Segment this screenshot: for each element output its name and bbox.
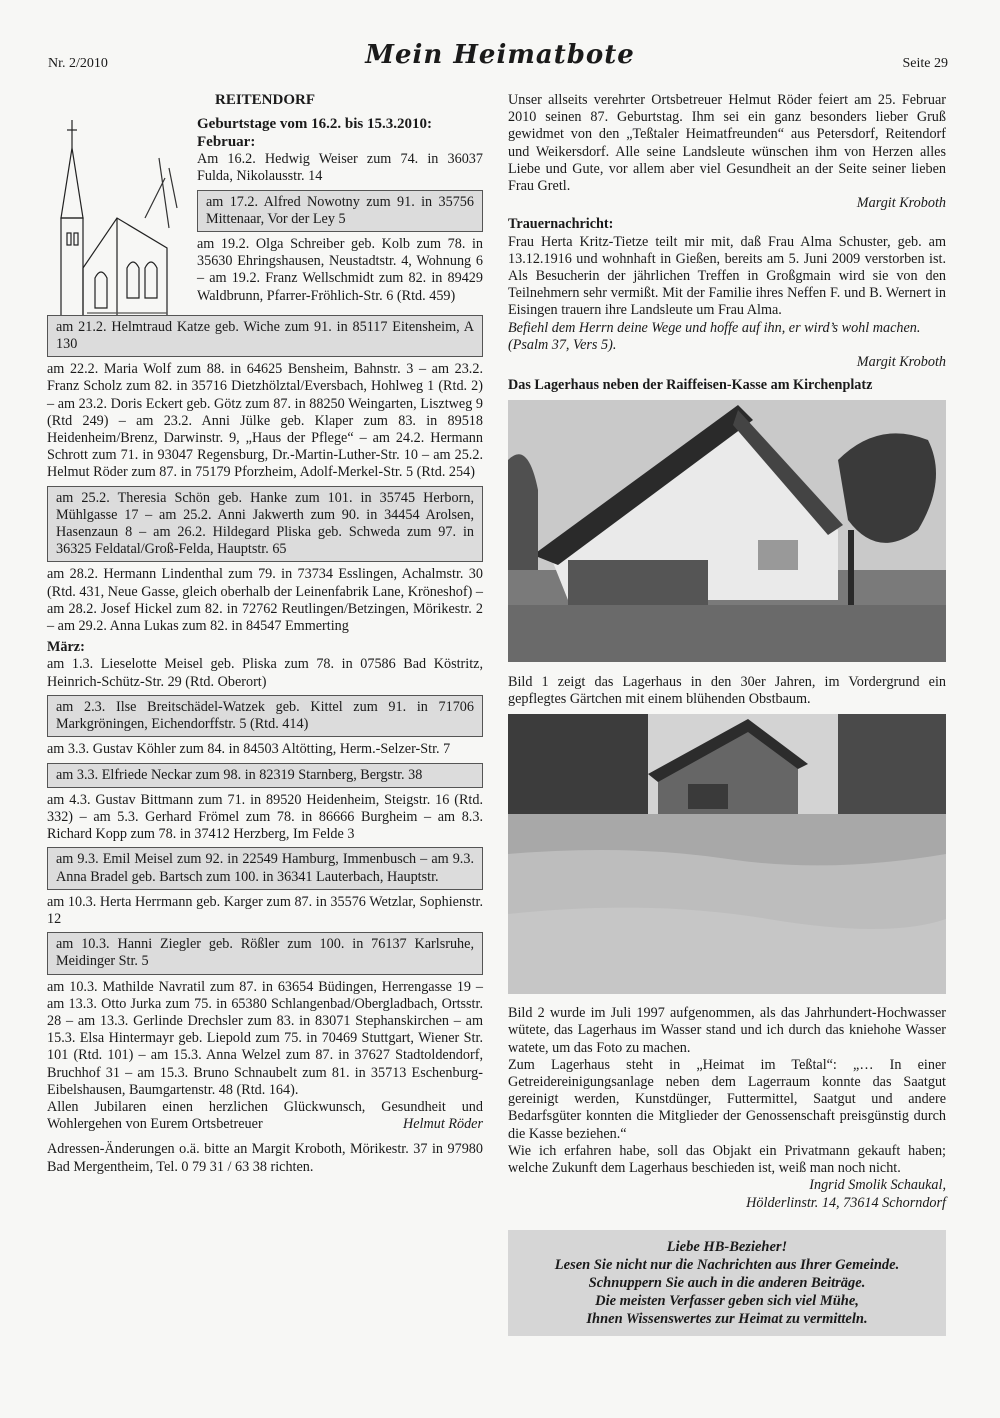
- photo-warehouse-flood-1997: [508, 714, 946, 994]
- highlight-box: am 9.3. Emil Meisel zum 92. in 22549 Hamburg, Immenbusch – am 9.3. Anna Bradel geb. Bartsch zum 100. in 36341 Lauterbach, Hauptstr.: [47, 847, 483, 889]
- notice-line: Liebe HB-Bezieher!: [666, 1238, 788, 1255]
- notice-line: Schnuppern Sie auch in die anderen Beiträge.: [588, 1274, 866, 1291]
- birthday-entry: am 28.2. Hermann Lindenthal zum 79. in 73734 Esslingen, Achalmstr. 30 (Rtd. 431, Neue Gasse, gleich oberhalb der Leinenfabrik Lane, Kröneshof) – am 28.2. Josef Hickel zum 82. in 72762 Reutlingen/Betzingen, Mörikestr. 2 – am 29.2. Anna Lukas zum 82. in 84547 Emmerting: [47, 566, 483, 635]
- closing-greeting: [47, 1099, 483, 1133]
- highlight-box: am 25.2. Theresia Schön geb. Hanke zum 101. in 35745 Herborn, Mühlgasse 17 – am 25.2. Anni Jakwerth zum 90. in 34454 Arolsen, Hasenzaun 8 – am 26.2. Hildegard Pliska geb. Schweda zum 97. in 36325 Feldatal/Groß-Felda, Hauptstr. 65: [47, 486, 483, 563]
- section-title: REITENDORF: [214, 92, 315, 108]
- author-address: Hölderlinstr. 14, 73614 Schorndorf: [746, 1194, 946, 1211]
- article-signature: Margit Kroboth: [856, 195, 946, 212]
- notice-line: Die meisten Verfasser geben sich viel Mühe,: [595, 1292, 859, 1309]
- birthday-entry: am 10.3. Herta Herrmann geb. Karger zum 87. in 35576 Wetzlar, Sophienstr. 12: [47, 893, 483, 927]
- birthday-entry: am 19.2. Olga Schreiber geb. Kolb zum 78. in 35630 Ehringshausen, Neustadtstr. 4, Wohnung 6 – am 19.2. Franz Wellschmidt zum 82. in 89429 Waldbrunn, Pfarrer-Fröhlich-Str. 6 (Rtd. 459): [197, 236, 483, 304]
- psalm-quote: Befiehl dem Herrn deine Wege und hoffe auf ihn, er wird’s wohl machen. (Psalm 37, Vers 5).: [508, 319, 921, 353]
- birthdays-column: [47, 92, 483, 1176]
- highlight-box: am 2.3. Ilse Breitschädel-Watzek geb. Kittel zum 91. in 71706 Markgröningen, Eichendorffstr. 5 (Rtd. 414): [47, 695, 483, 737]
- masthead-logo: Mein Heimatbote: [365, 40, 635, 70]
- highlight-box: am 17.2. Alfred Nowotny zum 91. in 35756 Mittenaar, Vor der Ley 5: [197, 190, 483, 232]
- birthday-entry: am 4.3. Gustav Bittmann zum 71. in 89520 Heidenheim, Steigstr. 16 (Rtd. 332) – am 5.3. Gerhard Frömel zum 78. in 86666 Burgheim – am 8.3. Richard Kopp zum 78. in 37412 Herzberg, Im Felde 3: [47, 791, 483, 843]
- author-name: Ingrid Smolik Schaukal,: [809, 1177, 946, 1194]
- article-signature: Margit Kroboth: [856, 354, 946, 371]
- date-range-heading: Geburtstage vom 16.2. bis 15.3.2010:: [197, 116, 432, 133]
- birthday-entry: am 1.3. Lieselotte Meisel geb. Pliska zum 78. in 07586 Bad Köstritz, Heinrich-Schütz-Str. 29 (Rtd. Oberort): [47, 656, 483, 690]
- birthday-article: Unser allseits verehrter Ortsbetreuer Helmut Röder feiert am 25. Februar 2010 seinen 87. Geburtstag. Ihm sei ein ganz besonders lieber Gruß gewidmet von den „Teßtaler Heimatfreunden“ aus Petersdorf, Reitendorf und Weikersdorf. Alle seine Landsleute wünschen ihm von Herzen alles Liebe und Gute, vor allem aber viel Gesundheit an der Seite seiner lieben Frau Gretl.: [508, 92, 946, 195]
- highlight-box: am 21.2. Helmtraud Katze geb. Wiche zum 91. in 85117 Eitensheim, A 130: [47, 315, 483, 357]
- closing-signature: Helmut Röder: [403, 1116, 483, 1133]
- photo-caption-1: Bild 1 zeigt das Lagerhaus in den 30er Jahren, im Vordergrund ein gepflegtes Gärtchen mit einem blühenden Obstbaum.: [508, 673, 946, 707]
- birthday-entry: Am 16.2. Hedwig Weiser zum 74. in 36037 Fulda, Nikolausstr. 14: [197, 151, 483, 185]
- address-change-note: Adressen-Änderungen o.ä. bitte an Margit Kroboth, Mörikestr. 37 in 97980 Bad Mergentheim, Tel. 0 79 31 / 63 38 richten.: [47, 1141, 483, 1175]
- closing-text: Allen Jubilaren einen herzlichen Glückwunsch, Gesundheit und Wohlergehen von Eurem Ortsbetreuer: [47, 1098, 483, 1133]
- birthday-entry: am 22.2. Maria Wolf zum 88. in 64625 Bensheim, Bahnstr. 3 – am 23.2. Franz Scholz zum 82. in 35716 Dietzhölztal/Eversbach, Hohlweg 1 (Rtd. 2) – am 23.2. Doris Eckert geb. Götz zum 87. in 88250 Weingarten, Lisztweg 9 (Rtd 249) – am 23.2. Anni Jülke geb. Klaper zum 83. in 89518 Heidenheim/Brenz, Darwinstr. 9, „Haus der Pflege“ – am 24.2. Hermann Schrott zum 71. in 93047 Regensburg, Dr.-Martin-Luther-Str. 10 – am 25.2. Helmut Röder zum 87. in 75179 Pforzheim, Adolf-Merkel-Str. 5 (Rtd. 254): [47, 361, 483, 481]
- warehouse-outlook: Wie ich erfahren habe, soll das Objakt ein Privatmann gekauft haben; welche Zukunft dem Lagerhaus beschieden ist, weiß man noch nicht.: [508, 1142, 946, 1177]
- obituary-text: Frau Herta Kritz-Tietze teilt mir mit, daß Frau Alma Schuster, geb. am 13.12.1916 und wohnhaft in Gießen, bereits am 5. Juni 2009 verstorben ist. Als Besucherin der jährlichen Treffen in Großgmain wird sie von den Teilnehmern sehr vermißt. Mit der Familie ihres Neffen F. und B. Wernert in Eisingen trauern ihre Landsleute um Frau Alma.: [508, 233, 946, 319]
- warehouse-quote: Zum Lagerhaus steht in „Heimat im Teßtal“: „… In einer Getreidereinigungsanlage neben dem Lagerraum konnte das Saatgut gereinigt werden, Kunstdünger, Futtermittel, Saatgut und andere Bedarfsgüter konnten die Mitglieder der Genossenschaft preisgünstig durch die Kasse beziehen.“: [508, 1056, 946, 1142]
- birthday-entry: am 10.3. Mathilde Navratil zum 87. in 63654 Büdingen, Herrengasse 19 – am 13.3. Otto Jurka zum 75. in 65380 Schlangenbad/Obergladbach, Ortsstr. 28 – am 13.3. Gerlinde Drechsler zum 83. in 83071 Stephanskirchen – am 15.3. Elsa Hintermayr geb. Liepold zum 75. in 70469 Stuttgart, Wiener Str. 101 (Rtd. 101) – am 15.3. Anna Welzel zum 87. in 37627 Stadtoldendorf, Bruchhof 31 – am 15.3. Bruno Schnaubelt zum 81. in 35713 Eschenburg-Eibelshausen, Baumgartenstr. 48 (Rtd. 164).: [47, 978, 483, 1098]
- reader-notice-box: [508, 1230, 946, 1336]
- photo-warehouse-1930s: [508, 400, 946, 662]
- page-number: Seite 29: [902, 56, 948, 71]
- highlight-box: am 3.3. Elfriede Neckar zum 98. in 82319 Starnberg, Bergstr. 38: [47, 763, 483, 788]
- february-heading: Februar:: [197, 134, 256, 151]
- obituary-heading: Trauernachricht:: [508, 216, 614, 233]
- notice-line: Ihnen Wissenswertes zur Heimat zu vermitteln.: [586, 1310, 868, 1327]
- birthday-entry: am 3.3. Gustav Köhler zum 84. in 84503 Altötting, Herm.-Selzer-Str. 7: [47, 741, 451, 758]
- issue-number: Nr. 2/2010: [48, 56, 108, 71]
- warehouse-heading: Das Lagerhaus neben der Raiffeisen-Kasse am Kirchenplatz: [508, 377, 873, 394]
- notice-line: Lesen Sie nicht nur die Nachrichten aus Ihrer Gemeinde.: [554, 1256, 900, 1273]
- articles-column: [508, 92, 946, 1336]
- highlight-box: am 10.3. Hanni Ziegler geb. Rößler zum 100. in 76137 Karlsruhe, Meidinger Str. 5: [47, 932, 483, 974]
- photo-caption-2: Bild 2 wurde im Juli 1997 aufgenommen, als das Jahrhundert-Hochwasser wütete, das Lagerhaus im Wasser stand und ich durch das kniehohe Wasser watete, um das Foto zu machen.: [508, 1005, 946, 1056]
- march-heading: März:: [47, 639, 85, 656]
